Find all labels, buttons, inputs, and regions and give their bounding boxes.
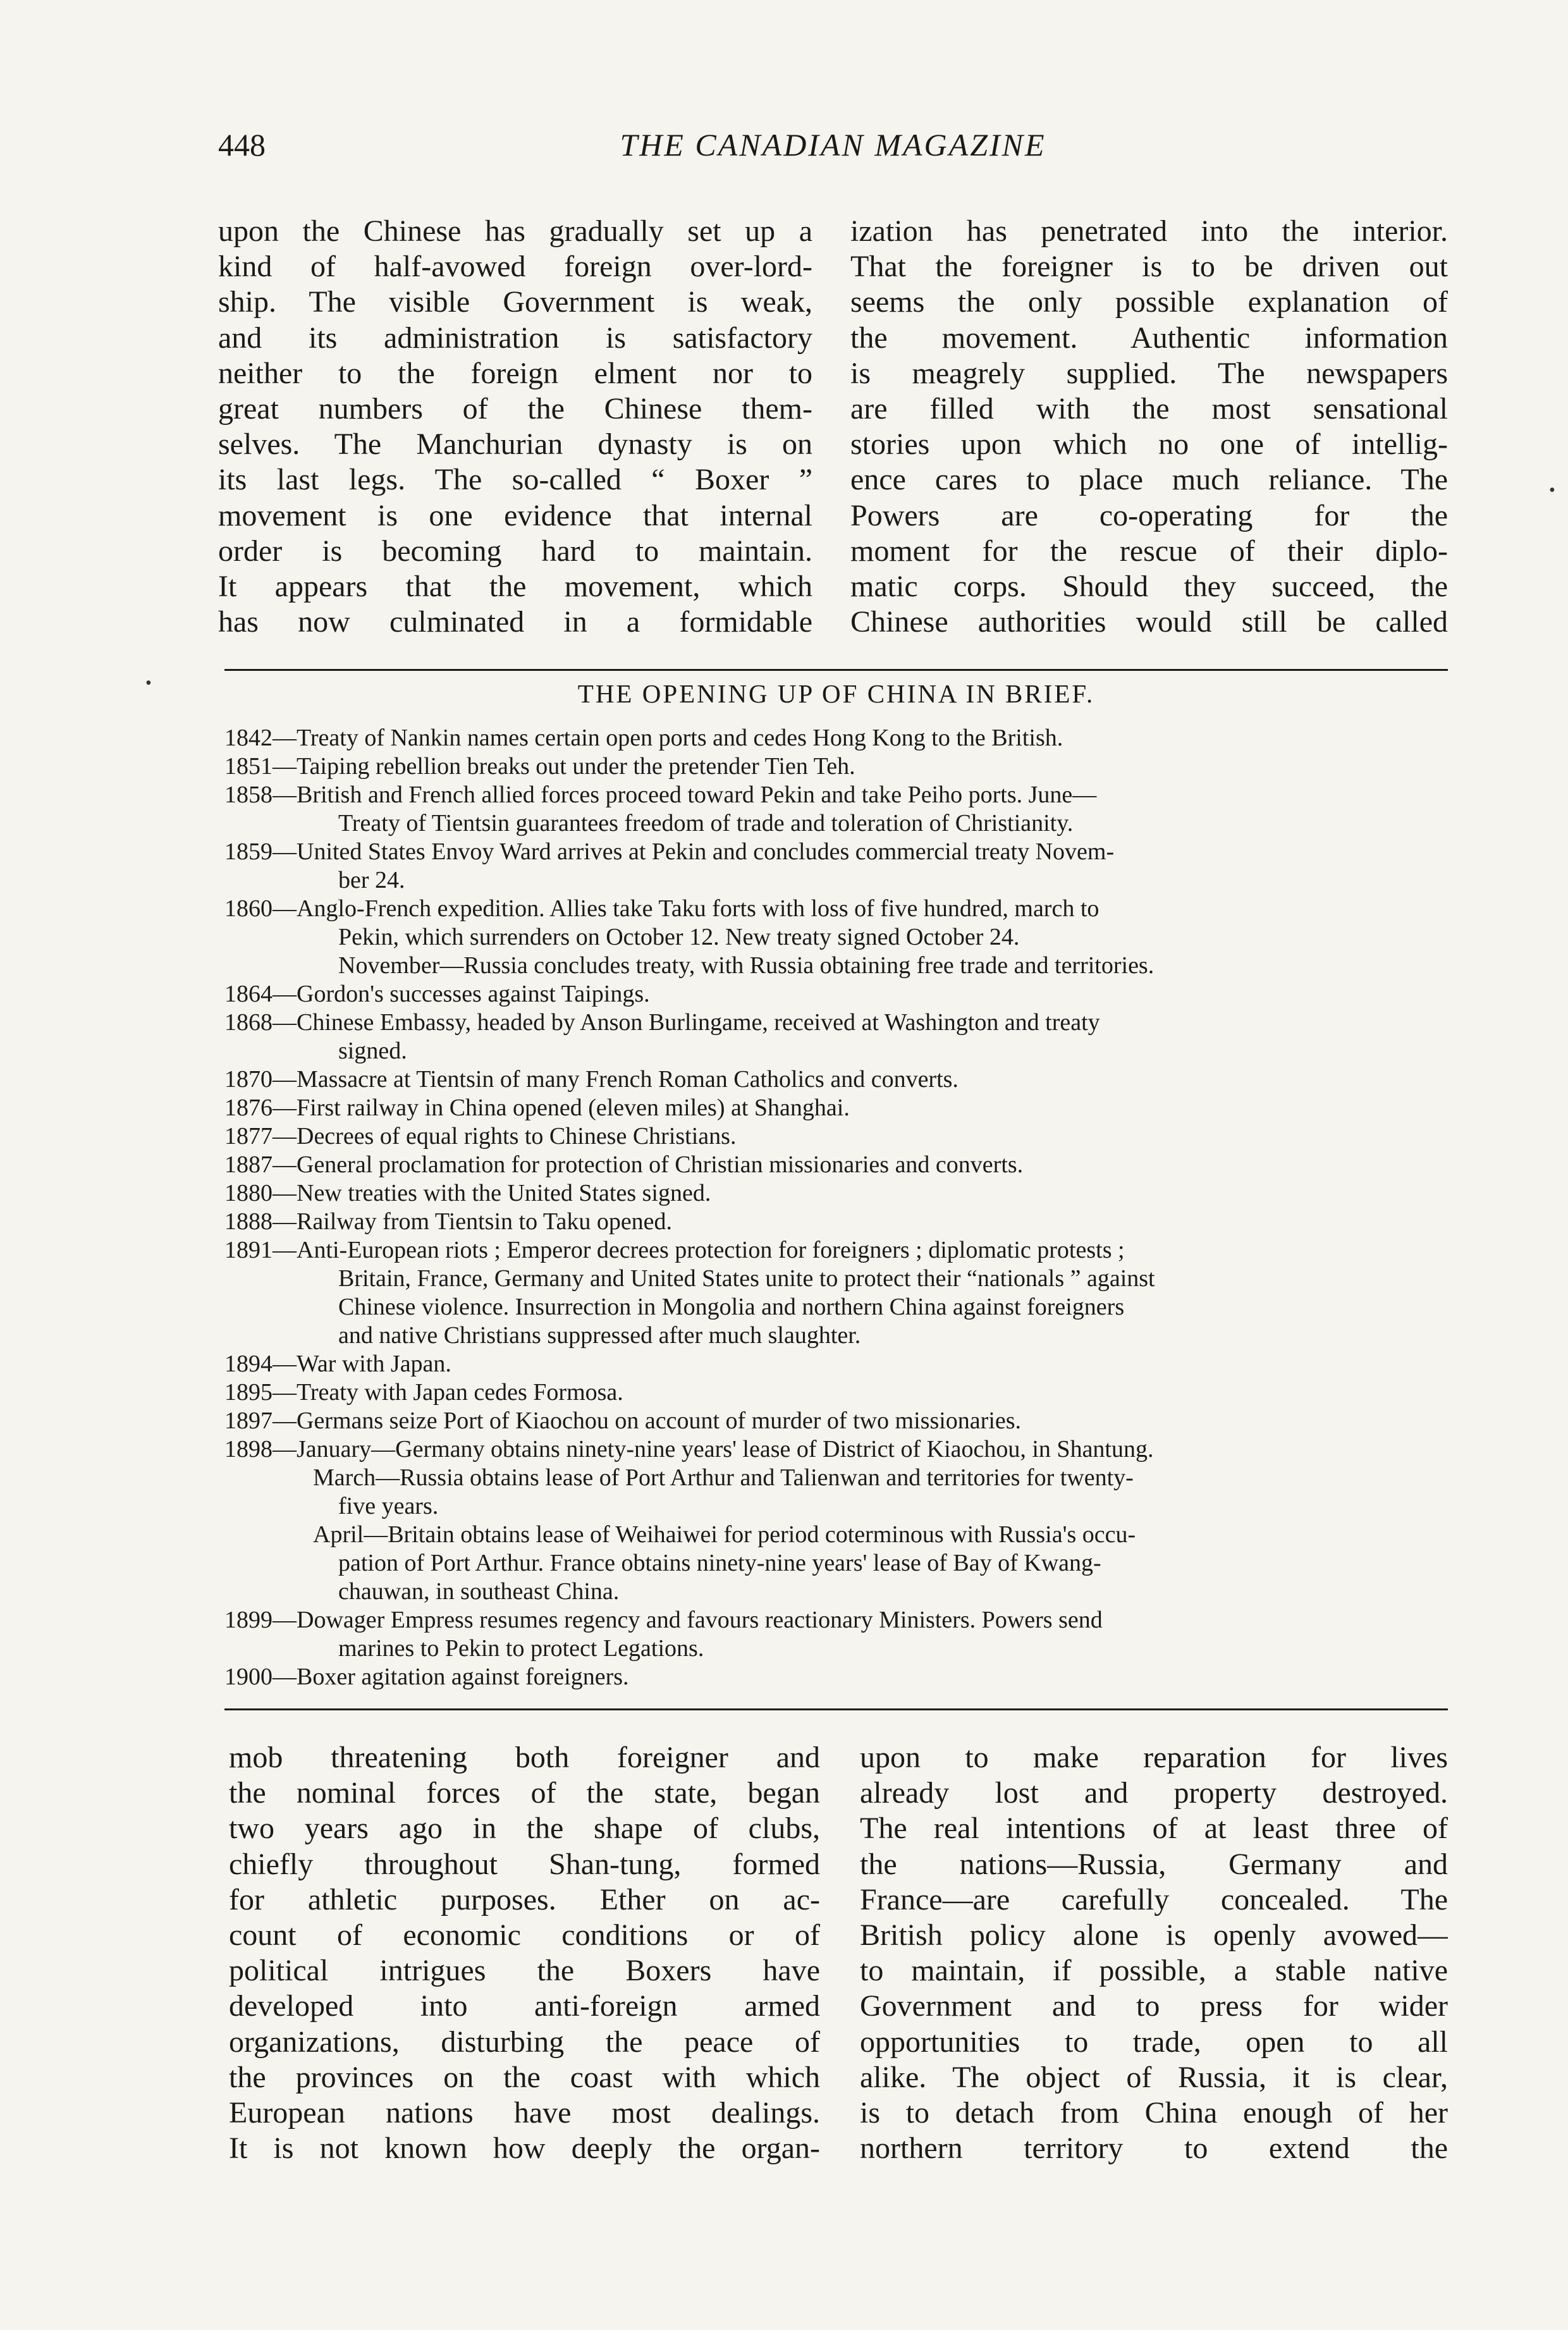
chronology-line: Chinese violence. Insurrection in Mongolia and northern China against foreigners [338,1294,1125,1320]
top-left-column [218,214,812,640]
chronology-line: 1851—Taiping rebellion breaks out under the pretender Tien Teh. [224,753,855,780]
page-number: 448 [218,127,266,162]
chronology-line: 1859—United States Envoy Ward arrives at Pekin and concludes commercial treaty Novem- [224,838,1115,865]
top-right-column [850,214,1448,640]
text-line: Powers are co-operating for the [850,498,1448,532]
text-line: political intrigues the Boxers have [229,1954,820,1988]
chronology-line: 1842—Treaty of Nankin names certain open ports and cedes Hong Kong to the British. [224,725,1063,751]
chronology-line: 1887—General proclamation for protection of Christian missionaries and converts. [224,1151,1024,1178]
text-line: European nations have most dealings. [229,2095,820,2130]
text-line: to maintain, if possible, a stable native [860,1954,1448,1988]
text-line: developed into anti-foreign armed [229,1989,820,2023]
text-line: the nations—Russia, Germany and [860,1847,1448,1881]
text-line: count of economic conditions or of [229,1918,820,1952]
chronology-list [224,724,1448,1691]
chronology-line: March—Russia obtains lease of Port Arthur and Talienwan and territories for twenty- [313,1464,1134,1491]
text-line: The real intentions of at least three of [860,1812,1448,1846]
text-line: selves. The Manchurian dynasty is on [218,427,812,462]
text-line: That the foreigner is to be driven out [850,250,1448,284]
text-line: is to detach from China enough of her [860,2095,1448,2130]
chronology-line: marines to Pekin to protect Legations. [338,1635,704,1662]
text-line: It is not known how deeply the organ- [229,2131,820,2166]
text-line: great numbers of the Chinese them- [218,391,812,426]
text-line: Chinese authorities would still be called [850,605,1448,639]
text-line: its last legs. The so-called “ Boxer ” [218,463,812,497]
text-line: moment for the rescue of their diplo- [850,534,1448,568]
chronology-line: 1894—War with Japan. [224,1351,451,1377]
text-line: has now culminated in a formidable [218,605,812,639]
text-line: northern territory to extend the [860,2131,1448,2166]
chronology-line: 1900—Boxer agitation against foreigners. [224,1664,629,1690]
chronology-line: 1897—Germans seize Port of Kiaochou on account of murder of two missionaries. [224,1407,1022,1434]
chronology-line: chauwan, in southeast China. [338,1578,620,1605]
text-line: ization has penetrated into the interior. [850,214,1448,248]
text-line: two years ago in the shape of clubs, [229,1812,820,1846]
sidebar-top-rule [224,669,1448,671]
chronology-line: 1858—British and French allied forces proceed toward Pekin and take Peiho ports. June— [224,782,1097,808]
text-line: order is becoming hard to maintain. [218,534,812,568]
chronology-line: 1891—Anti-European riots ; Emperor decrees protection for foreigners ; diplomatic protests ; [224,1237,1125,1263]
chronology-line: 1895—Treaty with Japan cedes Formosa. [224,1379,623,1406]
chronology-line: pation of Port Arthur. France obtains ninety-nine years' lease of Bay of Kwang- [338,1550,1101,1576]
chronology-line: Britain, France, Germany and United States unite to protect their “nationals ” against [338,1265,1155,1292]
chronology-line: 1899—Dowager Empress resumes regency and favours reactionary Ministers. Powers send [224,1607,1103,1633]
text-line: the provinces on the coast with which [229,2060,820,2094]
chronology-line: November—Russia concludes treaty, with Russia obtaining free trade and territories. [338,952,1155,979]
bottom-left-column [229,1740,820,2166]
text-line: movement is one evidence that internal [218,498,812,532]
text-line: seems the only possible explanation of [850,285,1448,319]
text-line: France—are carefully concealed. The [860,1882,1448,1916]
text-line: are filled with the most sensational [850,391,1448,426]
text-line: for athletic purposes. Ether on ac- [229,1882,820,1916]
chronology-line: five years. [338,1493,439,1519]
sidebar-bottom-rule [224,1708,1448,1710]
text-line: chiefly throughout Shan-tung, formed [229,1847,820,1881]
text-line: opportunities to trade, open to all [860,2025,1448,2059]
text-line: matic corps. Should they succeed, the [850,569,1448,603]
chronology-line: 1860—Anglo-French expedition. Allies take Taku forts with loss of five hundred, march to [224,895,1099,922]
chronology-line: 1864—Gordon's successes against Taipings. [224,981,650,1007]
text-line: and its administration is satisfactory [218,321,812,355]
text-line: stories upon which no one of intellig- [850,427,1448,462]
text-line: alike. The object of Russia, it is clear, [860,2060,1448,2094]
text-line: ship. The visible Government is weak, [218,285,812,319]
text-line: already lost and property destroyed. [860,1776,1448,1810]
chronology-line: Treaty of Tientsin guarantees freedom of trade and toleration of Christianity. [338,810,1074,837]
text-line: ence cares to place much reliance. The [850,463,1448,497]
bottom-right-column [860,1740,1448,2166]
text-line: kind of half-avowed foreign over-lord- [218,250,812,284]
text-line: the nominal forces of the state, began [229,1776,820,1810]
chronology-line: signed. [338,1038,407,1064]
text-line: mob threatening both foreigner and [229,1741,820,1774]
running-title: THE CANADIAN MAGAZINE [620,127,1046,162]
text-line: It appears that the movement, which [218,569,812,603]
page-header [218,126,1448,177]
chronology-line: 1877—Decrees of equal rights to Chinese Christians. [224,1123,737,1150]
text-line: British policy alone is openly avowed— [860,1918,1448,1952]
chronology-line: April—Britain obtains lease of Weihaiwei for period coterminous with Russia's occu- [313,1521,1136,1548]
chronology-line: 1868—Chinese Embassy, headed by Anson Burlingame, received at Washington and treaty [224,1009,1100,1036]
text-line: upon to make reparation for lives [860,1741,1448,1774]
text-line: organizations, disturbing the peace of [229,2025,820,2059]
text-line: is meagrely supplied. The newspapers [850,356,1448,390]
text-line: the movement. Authentic information [850,321,1448,355]
text-line: neither to the foreign elment nor to [218,356,812,390]
chronology-line: 1876—First railway in China opened (eleven miles) at Shanghai. [224,1094,850,1121]
chronology-line: 1898—January—Germany obtains ninety-nine years' lease of District of Kiaochou, in Shantung. [224,1436,1154,1462]
sidebar-title: THE OPENING UP OF CHINA IN BRIEF. [577,679,1095,708]
chronology-line: 1880—New treaties with the United States signed. [224,1180,711,1206]
margin-speck: • [1549,481,1555,500]
chronology-line: and native Christians suppressed after much slaughter. [338,1322,861,1349]
text-line: Government and to press for wider [860,1989,1448,2023]
chronology-line: 1870—Massacre at Tientsin of many French Roman Catholics and converts. [224,1066,959,1093]
chronology-line: ber 24. [338,867,405,893]
chronology-line: Pekin, which surrenders on October 12. New treaty signed October 24. [338,924,1020,950]
text-line: upon the Chinese has gradually set up a [218,214,812,248]
margin-speck: • [145,673,152,693]
chronology-line: 1888—Railway from Tientsin to Taku opened. [224,1208,673,1235]
